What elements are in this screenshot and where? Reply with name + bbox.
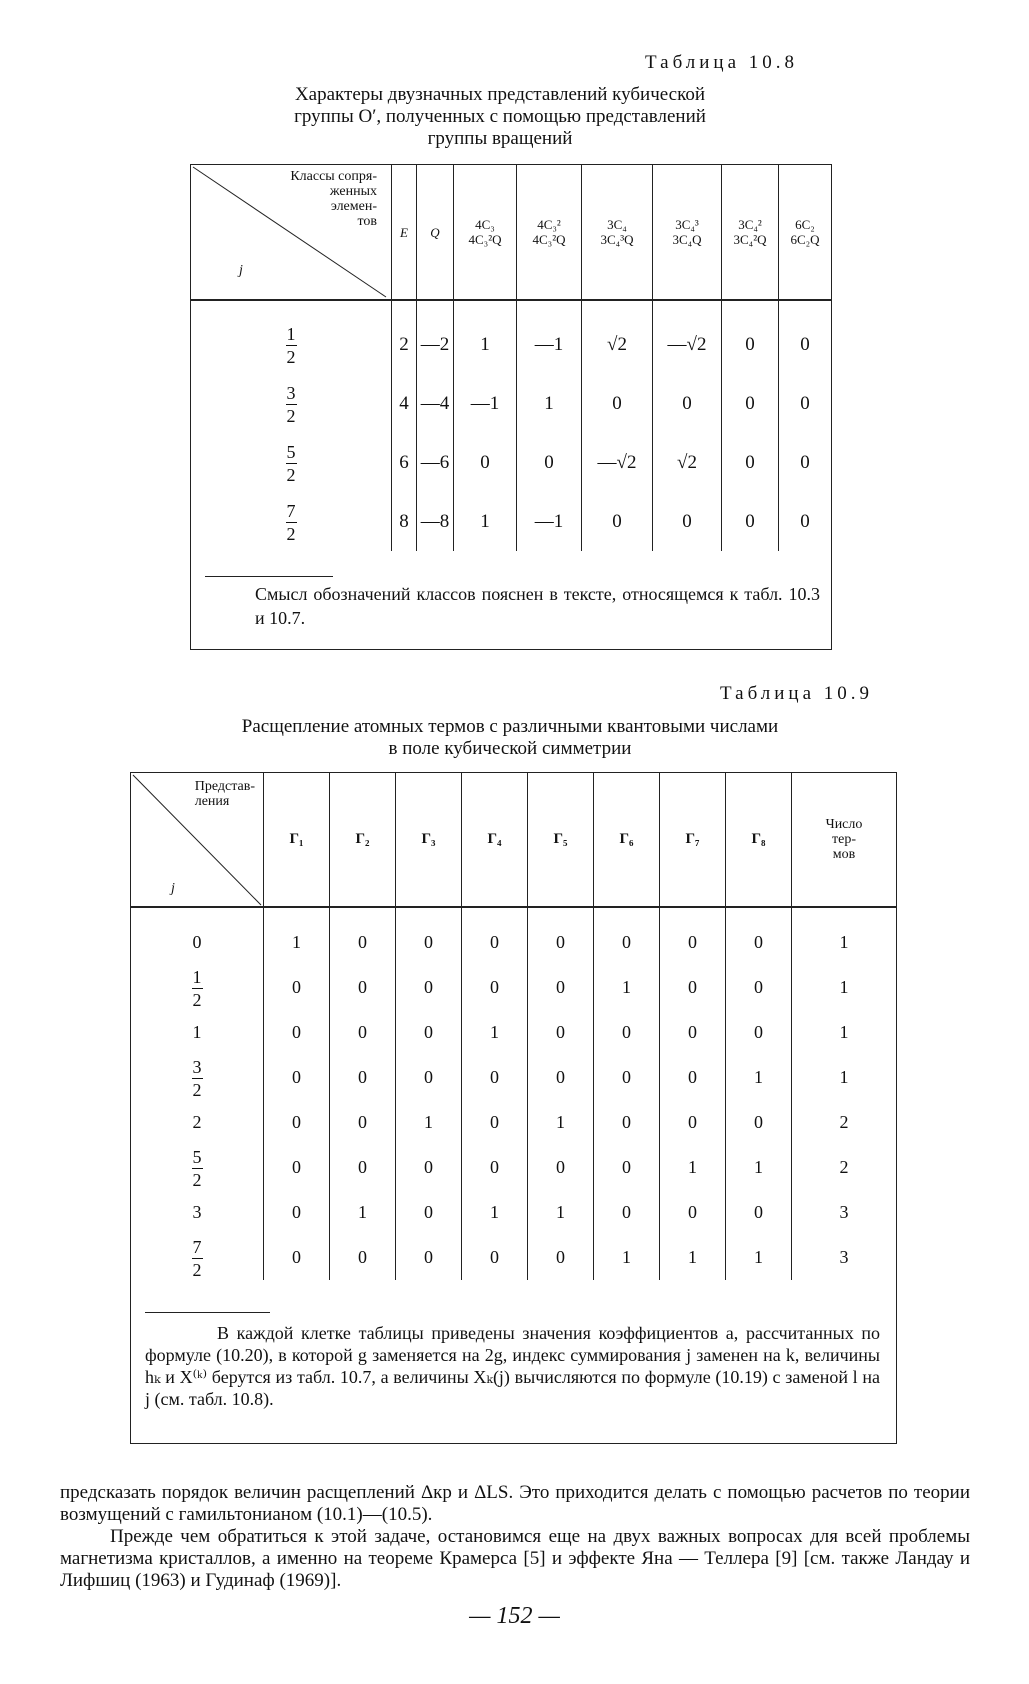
column-header bbox=[582, 165, 653, 300]
value-cell: 6 bbox=[392, 433, 417, 492]
numerator: 3 bbox=[192, 1056, 202, 1077]
value-cell: —2 bbox=[417, 300, 454, 374]
value-cell: √2 bbox=[582, 300, 653, 374]
value-cell: 0 bbox=[594, 1010, 660, 1055]
value-cell: —1 bbox=[454, 374, 517, 433]
corner-cell bbox=[131, 773, 264, 907]
j-cell bbox=[191, 433, 392, 492]
value-cell: 0 bbox=[779, 374, 832, 433]
denominator: 2 bbox=[286, 346, 296, 367]
value-cell: 0 bbox=[722, 300, 779, 374]
value-cell: 1 bbox=[528, 1100, 594, 1145]
value-cell: 0 bbox=[722, 492, 779, 551]
value-cell: 0 bbox=[594, 1055, 660, 1100]
header-text: Число bbox=[825, 817, 863, 832]
value-cell: 0 bbox=[264, 965, 330, 1010]
value-cell: 0 bbox=[660, 1190, 726, 1235]
value-cell: 0 bbox=[264, 1055, 330, 1100]
header-text: 3C₄²Q bbox=[733, 232, 767, 247]
numerator: 7 bbox=[286, 500, 296, 521]
value-cell: 0 bbox=[653, 374, 722, 433]
header-text: 3C₄² bbox=[738, 217, 762, 232]
count-cell: 3 bbox=[792, 1235, 897, 1280]
j-cell bbox=[131, 1145, 264, 1190]
value-cell: 1 bbox=[454, 492, 517, 551]
value-cell: 0 bbox=[330, 1145, 396, 1190]
value-cell: 1 bbox=[594, 1235, 660, 1280]
column-header bbox=[392, 165, 417, 300]
column-header: Γ₁ bbox=[264, 773, 330, 907]
value-cell: 0 bbox=[330, 907, 396, 965]
fraction bbox=[286, 443, 297, 484]
column-header: Γ₈ bbox=[726, 773, 792, 907]
header-text: тер- bbox=[832, 832, 856, 847]
fraction bbox=[286, 325, 297, 366]
j-cell bbox=[131, 1055, 264, 1100]
column-header bbox=[779, 165, 832, 300]
numerator: 1 bbox=[192, 966, 202, 987]
j-cell bbox=[191, 374, 392, 433]
header-text: 6C₂ bbox=[795, 217, 815, 232]
title-line: в поле кубической симметрии bbox=[388, 738, 632, 759]
header-text: 4C₃²Q bbox=[532, 232, 566, 247]
value-cell: 0 bbox=[528, 965, 594, 1010]
numerator: 5 bbox=[192, 1146, 202, 1167]
body-paragraph: предсказать порядок величин расщеплений Δкр и ΔLS. Это приходится делать с помощью расчетов по теории возмущений с гамильтонианом (10.1)—(10.5). bbox=[60, 1482, 970, 1525]
header-text: E bbox=[400, 224, 408, 240]
table-row bbox=[131, 1010, 896, 1055]
column-header bbox=[722, 165, 779, 300]
value-cell: 0 bbox=[722, 374, 779, 433]
table-row bbox=[131, 1055, 896, 1100]
value-cell: 0 bbox=[726, 1100, 792, 1145]
value-cell: 0 bbox=[779, 492, 832, 551]
title-line: группы вращений bbox=[427, 128, 573, 149]
corner-line: элемен- bbox=[330, 199, 377, 214]
value-cell: 0 bbox=[396, 1145, 462, 1190]
j-cell: 2 bbox=[192, 1112, 202, 1132]
value-cell: 1 bbox=[726, 1055, 792, 1100]
table-label: Таблица 10.9 bbox=[720, 683, 874, 704]
value-cell: 0 bbox=[396, 1055, 462, 1100]
column-header bbox=[454, 165, 517, 300]
title-line: группы O′, полученных с помощью представлений bbox=[294, 106, 706, 127]
value-cell: 2 bbox=[392, 300, 417, 374]
value-cell: 0 bbox=[528, 1235, 594, 1280]
table-title bbox=[140, 716, 880, 760]
value-cell: —1 bbox=[517, 300, 582, 374]
value-cell: 0 bbox=[396, 907, 462, 965]
count-cell: 3 bbox=[792, 1190, 897, 1235]
numerator: 1 bbox=[286, 323, 296, 344]
fraction bbox=[286, 502, 297, 543]
value-cell: 0 bbox=[660, 907, 726, 965]
value-cell: 1 bbox=[660, 1145, 726, 1190]
header-text: мов bbox=[832, 847, 856, 862]
table-row bbox=[131, 965, 896, 1010]
header-text: 4C₃ bbox=[475, 217, 495, 232]
table-row bbox=[191, 433, 831, 492]
value-cell: 1 bbox=[517, 374, 582, 433]
value-cell: 0 bbox=[660, 1010, 726, 1055]
j-label: j bbox=[171, 881, 175, 896]
value-cell: 0 bbox=[726, 1010, 792, 1055]
value-cell: 1 bbox=[462, 1190, 528, 1235]
value-cell: 0 bbox=[779, 300, 832, 374]
value-cell: —√2 bbox=[582, 433, 653, 492]
value-cell: 0 bbox=[726, 1190, 792, 1235]
table-title bbox=[180, 84, 820, 150]
value-cell: 0 bbox=[264, 1235, 330, 1280]
value-cell: 0 bbox=[582, 374, 653, 433]
value-cell: 0 bbox=[517, 433, 582, 492]
table-row bbox=[191, 300, 831, 374]
header-text: 3C₄ bbox=[607, 217, 627, 232]
j-label: j bbox=[239, 263, 243, 278]
value-cell: 0 bbox=[396, 1235, 462, 1280]
value-cell: 0 bbox=[462, 1235, 528, 1280]
value-cell: 0 bbox=[462, 1145, 528, 1190]
value-cell: 1 bbox=[264, 907, 330, 965]
page-number: — 152 — bbox=[469, 1603, 560, 1629]
value-cell: —6 bbox=[417, 433, 454, 492]
value-cell: √2 bbox=[653, 433, 722, 492]
value-cell: 0 bbox=[779, 433, 832, 492]
value-cell: 0 bbox=[396, 1190, 462, 1235]
j-cell bbox=[131, 965, 264, 1010]
value-cell: 0 bbox=[660, 965, 726, 1010]
value-cell: —1 bbox=[517, 492, 582, 551]
value-cell: 0 bbox=[264, 1190, 330, 1235]
table-row bbox=[131, 1145, 896, 1190]
fraction bbox=[192, 1148, 203, 1189]
value-cell: 0 bbox=[528, 1145, 594, 1190]
value-cell: 1 bbox=[726, 1145, 792, 1190]
value-cell: 0 bbox=[462, 1055, 528, 1100]
value-cell: 0 bbox=[594, 1145, 660, 1190]
corner-line: женных bbox=[329, 184, 377, 199]
corner-line: ления bbox=[194, 794, 230, 809]
value-cell: 0 bbox=[726, 965, 792, 1010]
numerator: 7 bbox=[192, 1236, 202, 1257]
table-row bbox=[131, 907, 896, 965]
value-cell: 0 bbox=[330, 965, 396, 1010]
value-cell: 1 bbox=[726, 1235, 792, 1280]
title-line: Характеры двузначных представлений кубической bbox=[294, 84, 706, 105]
table-row bbox=[131, 1100, 896, 1145]
value-cell: 1 bbox=[594, 965, 660, 1010]
value-cell: 0 bbox=[462, 907, 528, 965]
value-cell: 0 bbox=[594, 1100, 660, 1145]
column-header: Γ₃ bbox=[396, 773, 462, 907]
corner-label bbox=[195, 779, 255, 809]
fraction bbox=[286, 384, 297, 425]
value-cell: 0 bbox=[462, 965, 528, 1010]
value-cell: 1 bbox=[454, 300, 517, 374]
value-cell: 4 bbox=[392, 374, 417, 433]
count-cell: 1 bbox=[792, 1010, 897, 1055]
numerator: 3 bbox=[286, 382, 296, 403]
j-cell: 0 bbox=[192, 932, 202, 952]
value-cell: 1 bbox=[660, 1235, 726, 1280]
value-cell: 0 bbox=[594, 1190, 660, 1235]
value-cell: 0 bbox=[660, 1100, 726, 1145]
count-cell: 1 bbox=[792, 965, 897, 1010]
value-cell: 1 bbox=[396, 1100, 462, 1145]
denominator: 2 bbox=[192, 989, 202, 1010]
denominator: 2 bbox=[192, 1079, 202, 1100]
corner-label bbox=[290, 169, 377, 229]
denominator: 2 bbox=[286, 523, 296, 544]
table-note: Смысл обозначений классов пояснен в тексте, относящемся к табл. 10.3 и 10.7. bbox=[255, 584, 820, 628]
column-header: Γ₂ bbox=[330, 773, 396, 907]
table-note: В каждой клетке таблицы приведены значения коэффициентов a, рассчитанных по формуле (10.20), в которой g заменяется на 2g, индекс суммирования j заменен на k, величины hₖ и X⁽ᵏ⁾ берутся из табл. 10.7, а величины Xₖ(j) вычисляются по формуле (10.19) с заменой l на j (см. табл. 10.8). bbox=[145, 1323, 880, 1409]
value-cell: 0 bbox=[330, 1235, 396, 1280]
column-header bbox=[653, 165, 722, 300]
table-row bbox=[191, 374, 831, 433]
denominator: 2 bbox=[286, 464, 296, 485]
header-text: Q bbox=[430, 224, 440, 240]
value-cell: 0 bbox=[653, 492, 722, 551]
header-text: 3C₄³Q bbox=[600, 232, 634, 247]
fraction bbox=[192, 1238, 203, 1279]
header-text: 4C₃² bbox=[537, 217, 561, 232]
value-cell: 0 bbox=[594, 907, 660, 965]
value-cell: 1 bbox=[528, 1190, 594, 1235]
value-cell: 0 bbox=[726, 907, 792, 965]
column-header: Γ₅ bbox=[528, 773, 594, 907]
table-row bbox=[131, 1235, 896, 1280]
j-cell bbox=[131, 1235, 264, 1280]
denominator: 2 bbox=[192, 1169, 202, 1190]
value-cell: 0 bbox=[264, 1010, 330, 1055]
value-cell: 0 bbox=[264, 1100, 330, 1145]
column-header: Γ₆ bbox=[594, 773, 660, 907]
column-header: Γ₄ bbox=[462, 773, 528, 907]
header-text: 4C₃²Q bbox=[468, 232, 502, 247]
column-header bbox=[517, 165, 582, 300]
body-paragraph: Прежде чем обратиться к этой задаче, остановимся еще на двух важных вопросах для всей проблемы магнетизма кристаллов, а именно на теореме Крамерса [5] и эффекте Яна — Теллера [9] [см. также Ландау и Лифшиц (1963) и Гудинаф (1969)]. bbox=[60, 1526, 970, 1591]
value-cell: —8 bbox=[417, 492, 454, 551]
value-cell: 0 bbox=[454, 433, 517, 492]
value-cell: 0 bbox=[582, 492, 653, 551]
value-cell: 0 bbox=[330, 1055, 396, 1100]
denominator: 2 bbox=[192, 1259, 202, 1280]
character-table bbox=[190, 164, 832, 650]
title-line: Расщепление атомных термов с различными квантовыми числами bbox=[241, 716, 779, 737]
value-cell: 0 bbox=[396, 965, 462, 1010]
value-cell: 0 bbox=[722, 433, 779, 492]
count-cell: 2 bbox=[792, 1100, 897, 1145]
value-cell: 0 bbox=[330, 1010, 396, 1055]
corner-line: Представ- bbox=[194, 779, 255, 794]
fraction bbox=[192, 1058, 203, 1099]
count-cell: 1 bbox=[792, 1055, 897, 1100]
j-cell bbox=[191, 300, 392, 374]
value-cell: 0 bbox=[396, 1010, 462, 1055]
column-header bbox=[417, 165, 454, 300]
header-text: 3C₄Q bbox=[672, 232, 702, 247]
value-cell: —√2 bbox=[653, 300, 722, 374]
j-cell: 3 bbox=[192, 1202, 202, 1222]
j-cell bbox=[191, 492, 392, 551]
j-cell: 1 bbox=[192, 1022, 202, 1042]
corner-cell bbox=[191, 165, 392, 300]
value-cell: —4 bbox=[417, 374, 454, 433]
header-text: 6C₂Q bbox=[790, 232, 820, 247]
count-header bbox=[792, 773, 897, 907]
table-label: Таблица 10.8 bbox=[645, 52, 799, 73]
corner-line: тов bbox=[357, 214, 377, 229]
fraction bbox=[192, 968, 203, 1009]
value-cell: 1 bbox=[330, 1190, 396, 1235]
value-cell: 0 bbox=[462, 1100, 528, 1145]
corner-line: Классы сопря- bbox=[290, 169, 377, 184]
value-cell: 8 bbox=[392, 492, 417, 551]
value-cell: 0 bbox=[264, 1145, 330, 1190]
value-cell: 1 bbox=[462, 1010, 528, 1055]
value-cell: 0 bbox=[330, 1100, 396, 1145]
note-rule bbox=[145, 1312, 270, 1313]
column-header: Γ₇ bbox=[660, 773, 726, 907]
value-cell: 0 bbox=[660, 1055, 726, 1100]
table-row bbox=[191, 492, 831, 551]
count-cell: 1 bbox=[792, 907, 897, 965]
value-cell: 0 bbox=[528, 907, 594, 965]
numerator: 5 bbox=[286, 441, 296, 462]
value-cell: 0 bbox=[528, 1055, 594, 1100]
denominator: 2 bbox=[286, 405, 296, 426]
header-text: 3C₄³ bbox=[675, 217, 699, 232]
note-rule bbox=[205, 576, 333, 577]
table-row bbox=[131, 1190, 896, 1235]
value-cell: 0 bbox=[528, 1010, 594, 1055]
count-cell: 2 bbox=[792, 1145, 897, 1190]
